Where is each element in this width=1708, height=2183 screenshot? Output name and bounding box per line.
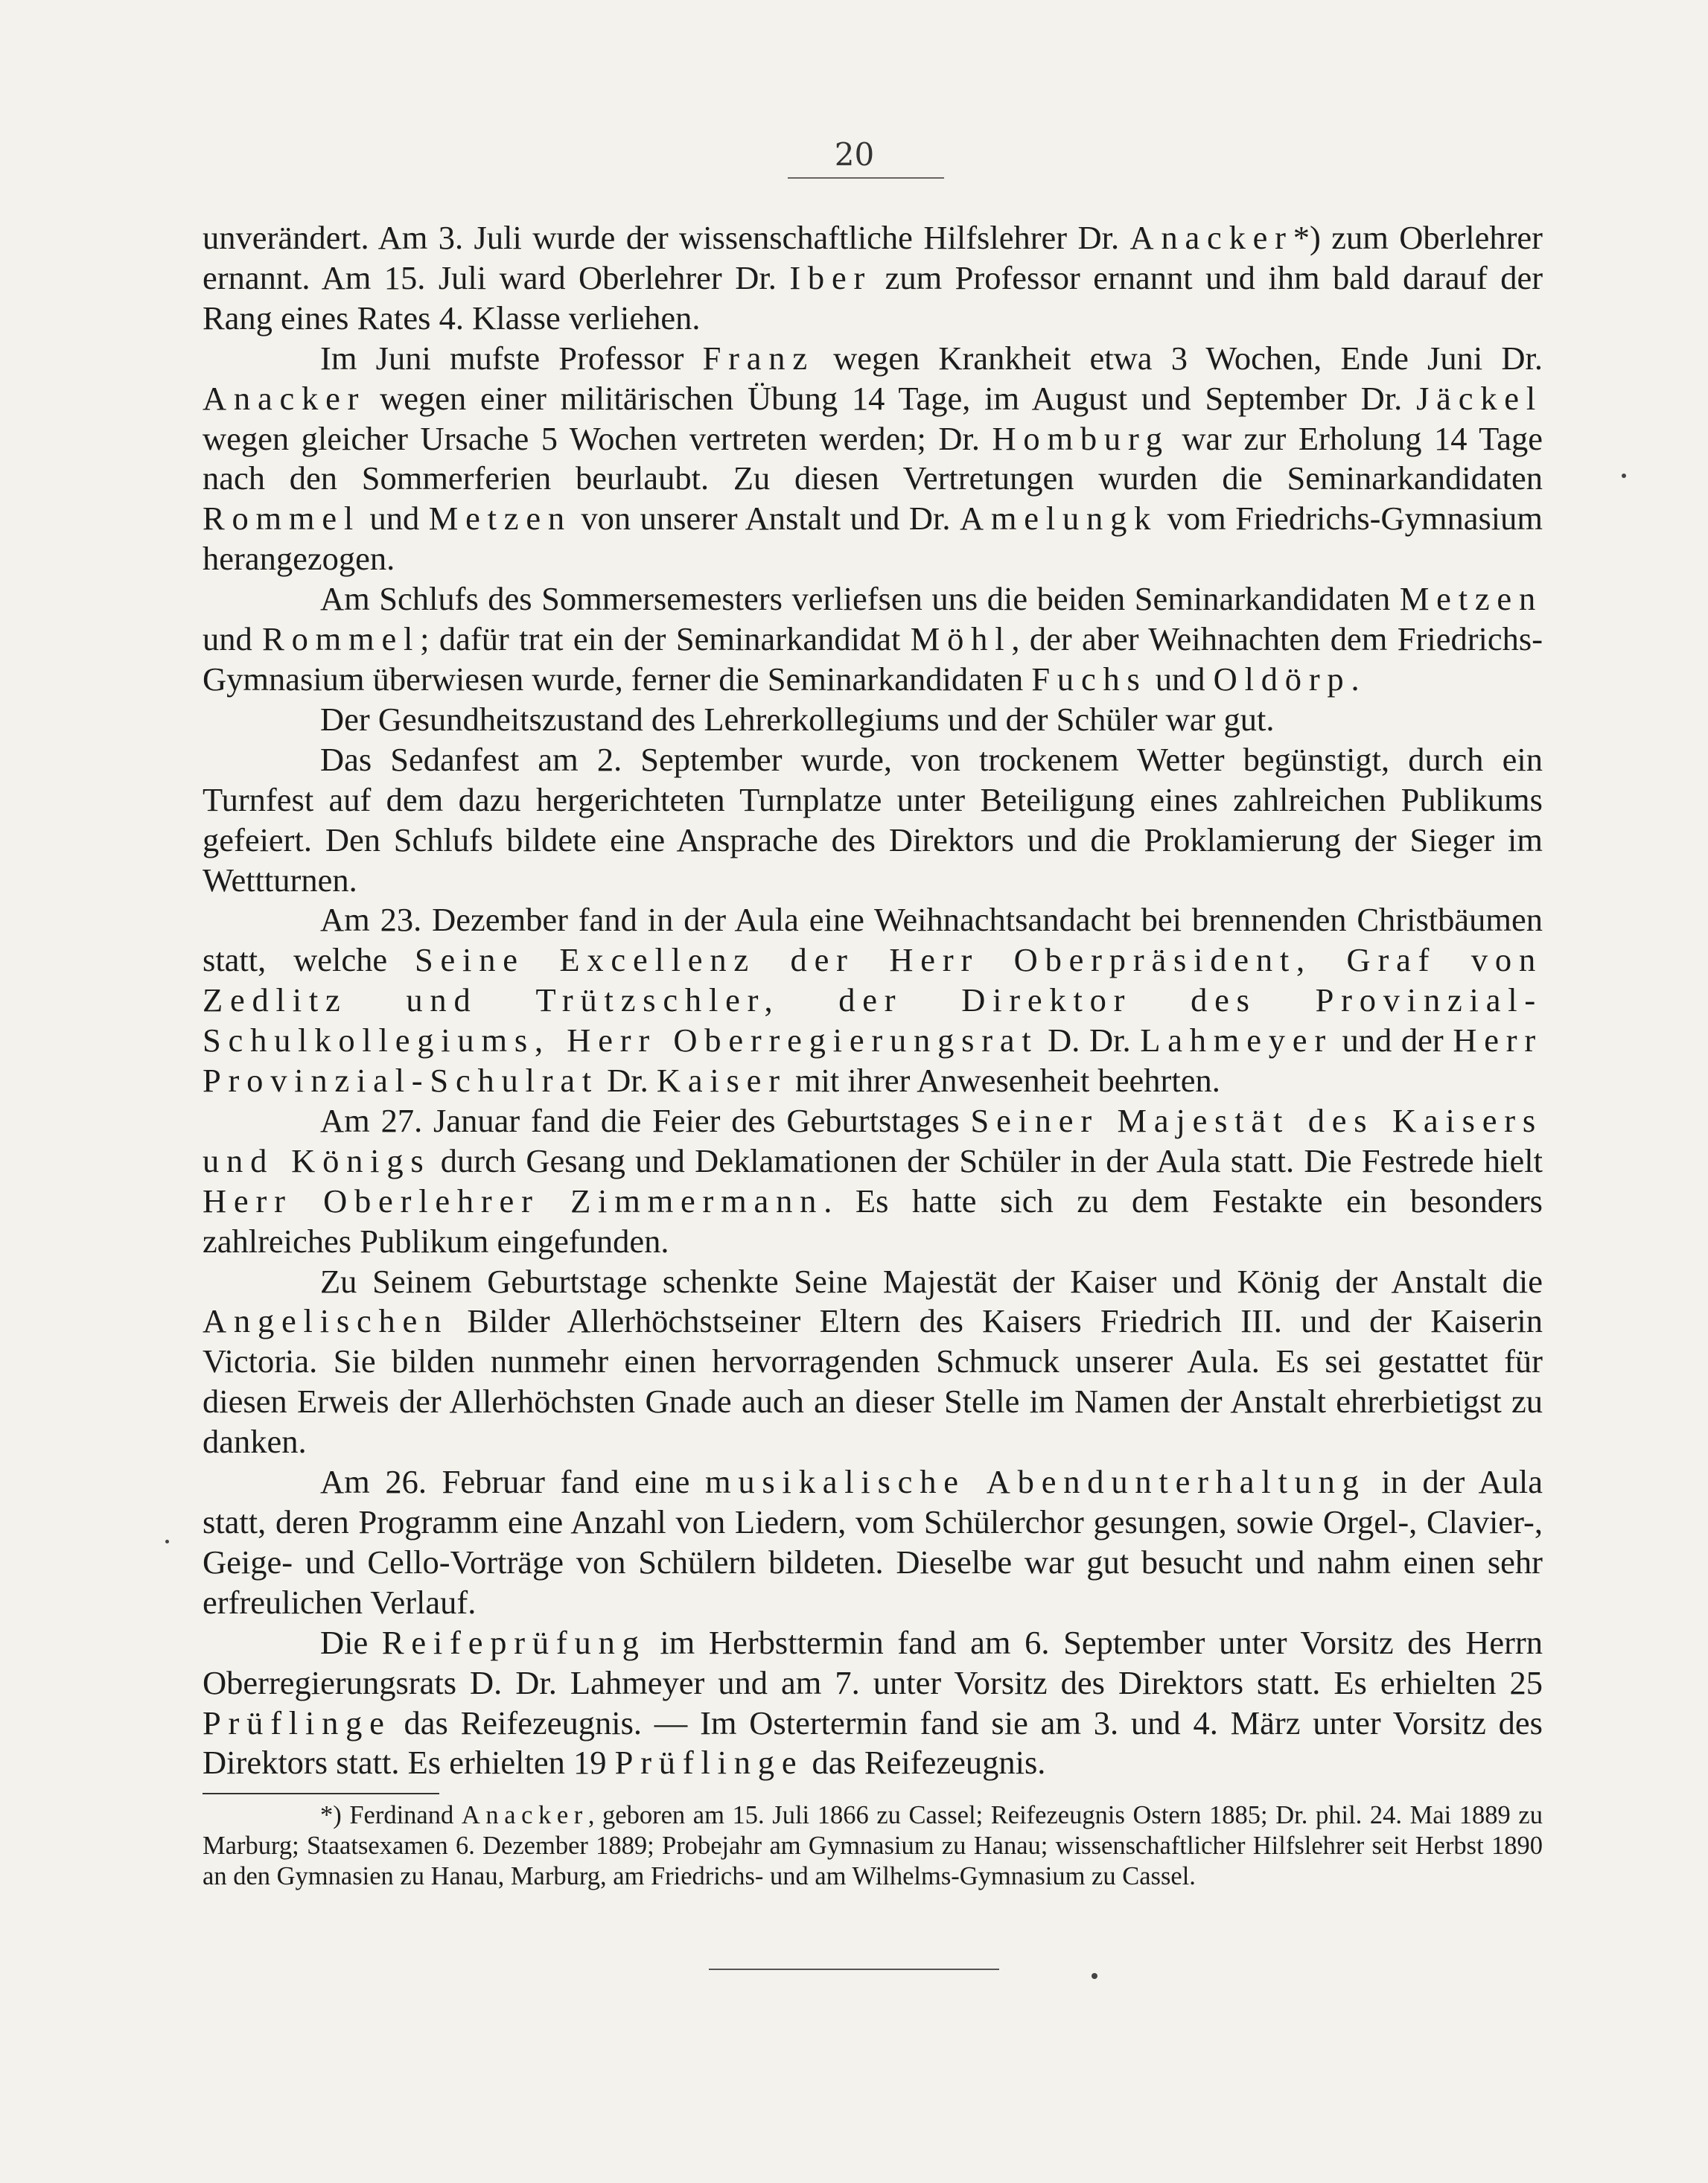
name-jaeckel: Jäckel [1416,379,1543,417]
name-anacker: Anacker [1129,219,1293,256]
paragraph-7: Am 27. Januar fand die Feier des Geburtstages Seiner Majestät des Kaisers und Königs durch Gesang und Deklamationen der Schüler in der Aula statt. Die Festrede hielt Herr Oberlehrer Zimmermann. Es hatte sich zu dem Festakte ein besonders zahlreiches Publikum eingefunden. [203,1101,1543,1260]
name-oldoerp: Oldörp [1213,660,1351,698]
name-kaiser: Kaiser [656,1062,787,1100]
ink-dot [1092,1973,1097,1979]
paragraph-1: unverändert. Am 3. Juli wurde der wissenschaftliche Hilfslehrer Dr. Anacker*) zum Oberlehrer ernannt. Am 15. Juli ward Oberlehrer Dr. Iber zum Professor ernannt und ihm bald darauf der Rang eines Rates 4. Klasse verliehen. [203,219,1543,337]
header-rule [788,177,944,179]
term-reifepruefung: Reifeprüfung [381,1623,646,1661]
name-zimmermann: Herr Oberlehrer Zimmermann [203,1182,824,1220]
name-anacker: Anacker [203,379,366,417]
title-schulrat: Herr Provinzial-Schulrat [203,1022,1543,1100]
paragraph-3: Am Schlufs des Sommersemesters verliefsen uns die beiden Seminarkandidaten Metzen und Rommel; dafür trat ein der Seminarkandidat Möhl, der aber Weihnachten dem Friedrichs-Gymnasium überwiesen wurde, ferner die Seminarkandidaten Fuchs und Oldörp. [203,580,1543,698]
paragraph-6: Am 23. Dezember fand in der Aula eine Weihnachtsandacht bei brennenden Christbäumen statt, welche Seine Excellenz der Herr Oberpräsident, Graf von Zedlitz und Trützschler, der Direktor des Provinzial-Schulkollegiums, Herr Oberregierungsrat D. Dr. Lahmeyer und der Herr Provinzial-Schulrat Dr. Kaiser mit ihrer Anwesenheit beehrten. [203,901,1543,1100]
paragraph-2: Im Juni mufste Professor Franz wegen Krankheit etwa 3 Wochen, Ende Juni Dr. Anacker wegen einer militärischen Übung 14 Tage, im August und September Dr. Jäckel wegen gleicher Ursache 5 Wochen vertreten werden; Dr. Homburg war zur Erholung 14 Tage nach den Sommerferien beurlaubt. Zu diesen Vertretungen wurden die Seminarkandidaten Rommel und Metzen von unserer Anstalt und Dr. Amelungk vom Friedrichs-Gymnasium herangezogen. [203,339,1543,578]
name-iber: Iber [789,258,873,296]
term-angelischen: Angelischen [203,1302,449,1340]
name-metzen: Metzen [1399,580,1543,618]
name-moehl: Möhl [910,620,1012,658]
name-homburg: Homburg [992,419,1170,457]
term-pruefling: Prüflinge [614,1744,804,1782]
name-fuchs: Fuchs [1031,660,1147,698]
page-number: 20 [834,136,875,173]
paragraph-8: Zu Seinem Geburtstage schenkte Seine Majestät der Kaiser und König der Anstalt die Angelischen Bilder Allerhöchstseiner Eltern des Kaisers Friedrich III. und der Kaiserin Victoria. Sie bilden nunmehr einen hervorragenden Schmuck unserer Aula. Es sei gestattet für diesen Erweis der Allerhöchsten Gnade auch an dieser Stelle im Namen der Anstalt ehrerbietigst zu danken. [203,1262,1543,1461]
ink-dot [165,1540,169,1543]
paragraph-5: Das Sedanfest am 2. September wurde, von trockenem Wetter begünstigt, durch ein Turnfest auf dem dazu hergerichteten Turnplatze unter Beteiligung eines zahlreichen Publikums gefeiert. Den Schlufs bildete eine Ansprache des Direktors und die Proklamierung der Sieger im Wettturnen. [203,740,1543,899]
ink-dot [1622,474,1626,478]
name-anacker: Anacker [461,1801,588,1829]
title-majestaet: Seiner Majestät des Kaisers und Königs [203,1101,1543,1179]
name-rommel: Rommel [262,620,421,658]
name-metzen: Metzen [428,500,572,538]
footnote-rule [203,1793,439,1794]
footnote-text: *) Ferdinand Anacker, geboren am 15. Juli 1866 zu Cassel; Reifezeugnis Ostern 1885; Dr. phil. 24. Mai 1889 zu Marburg; Staatsexamen 6. Dezember 1889; Probejahr am Gymnasium zu Hanau; wissenschaftlicher Hilfslehrer seit Herbst 1890 an den Gymnasien zu Hanau, Marburg, am Friedrichs- und am Wilhelms-Gymnasium zu Cassel. [203,1801,1543,1890]
name-amelungk: Amelungk [959,500,1159,538]
paragraph-10: Die Reifeprüfung im Herbsttermin fand am 6. September unter Vorsitz des Herrn Oberregierungsrats D. Dr. Lahmeyer und am 7. unter Vorsitz des Direktors statt. Es erhielten 25 Prüflinge das Reifezeugnis. — Im Ostertermin fand sie am 3. und 4. März unter Vorsitz des Direktors statt. Es erhielten 19 Prüflinge das Reifezeugnis. [203,1623,1543,1782]
footnote [203,1800,1543,1892]
dignitaries: Seine Excellenz der Herr Oberpräsident, Graf von Zedlitz und Trützschler, der Direktor des Provinzial-Schulkollegiums, Herr Oberregierungsrat [203,941,1543,1059]
name-franz: Franz [702,339,815,377]
paragraph-9: Am 26. Februar fand eine musikalische Abendunterhaltung in der Aula statt, deren Programm eine Anzahl von Liedern, vom Schülerchor gesungen, sowie Orgel-, Clavier-, Geige- und Cello-Vorträge von Schülern bildeten. Dieselbe war gut besucht und nahm einen sehr erfreulichen Verlauf. [203,1463,1543,1621]
paragraph-4: Der Gesundheitszustand des Lehrerkollegiums und der Schüler war gut. [320,700,1275,738]
end-rule [709,1969,999,1970]
name-lahmeyer: Lahmeyer [1140,1022,1333,1059]
term-musik: musikalische Abendunterhaltung [704,1463,1366,1501]
term-pruefling: Prüflinge [203,1704,392,1741]
name-rommel: Rommel [203,500,361,538]
body-text [203,218,1543,1783]
